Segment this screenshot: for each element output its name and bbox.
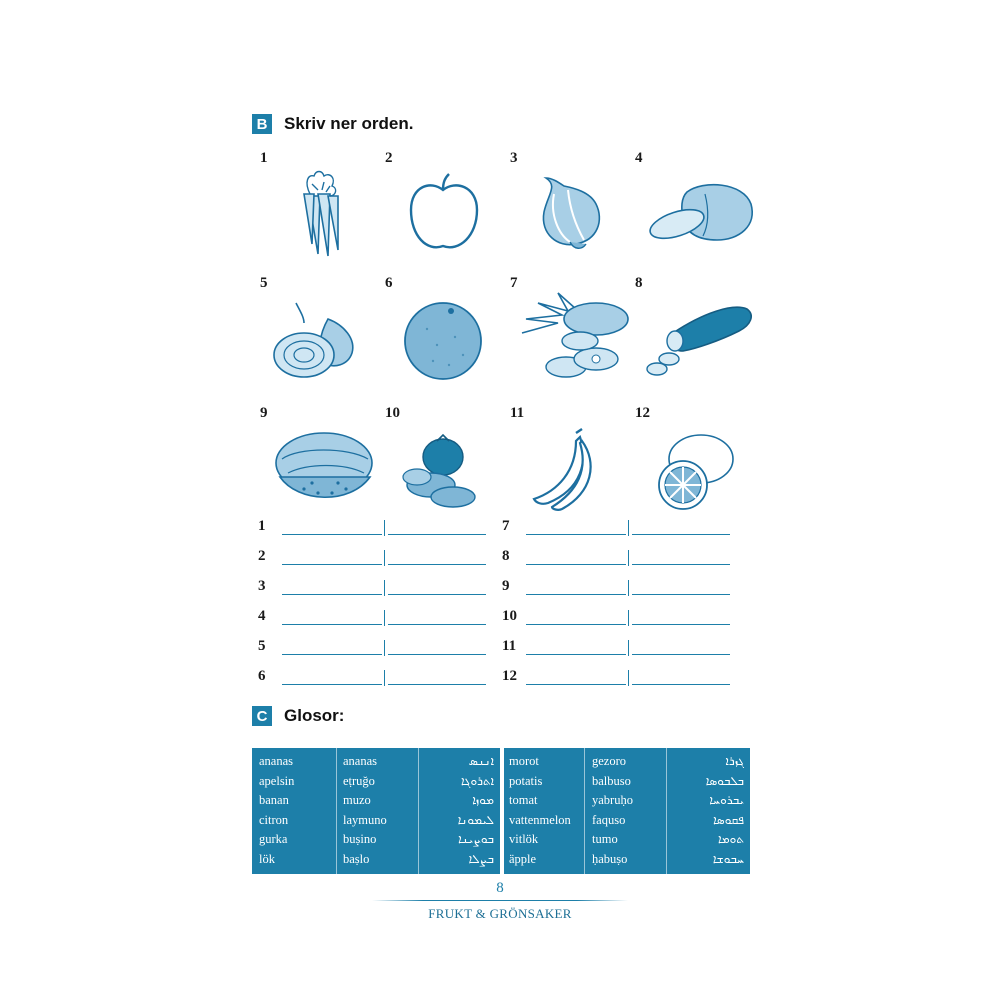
- surayt-word: gezoro: [592, 754, 627, 768]
- picture-number: 4: [635, 150, 643, 166]
- section-b-badge: B: [252, 114, 272, 134]
- answer-row[interactable]: [258, 638, 498, 660]
- surayt-word: tumo: [592, 832, 618, 847]
- answer-number: 7: [502, 518, 510, 534]
- swedish-word: ananas: [259, 754, 294, 768]
- answer-row[interactable]: [502, 548, 742, 570]
- syriac-word: ܚܒܘܫܐ: [712, 851, 744, 866]
- picture-number: 5: [260, 275, 268, 291]
- picture-number: 6: [385, 275, 393, 291]
- lemon-icon: [643, 419, 743, 519]
- picture-item: [385, 405, 505, 515]
- swedish-column: [259, 754, 294, 872]
- swedish-word: vattenmelon: [509, 812, 571, 827]
- onion-icon: [268, 289, 368, 385]
- carrots-icon: [268, 164, 368, 260]
- surayt-word: buṣino: [343, 832, 377, 847]
- syriac-column: [670, 754, 744, 872]
- picture-number: 11: [510, 405, 525, 421]
- answer-number: 9: [502, 578, 510, 594]
- syriac-word: ܡܘܙܐ: [472, 793, 494, 808]
- swedish-word: äpple: [509, 851, 537, 866]
- surayt-word: baṣlo: [343, 851, 370, 866]
- syriac-word: ܠܝܡܘܢܐ: [457, 812, 494, 827]
- picture-number: 10: [385, 405, 400, 421]
- section-c-badge: C: [252, 706, 272, 726]
- picture-number: 12: [635, 405, 650, 421]
- syriac-word: ܬܘܡܐ: [718, 832, 744, 847]
- picture-item: [385, 150, 505, 260]
- answer-number: 1: [258, 518, 266, 534]
- answer-row[interactable]: [502, 638, 742, 660]
- pineapple-icon: [518, 289, 638, 389]
- swedish-word: potatis: [509, 773, 543, 788]
- syriac-word: ܐܢܢܣ: [468, 754, 494, 768]
- picture-number: 8: [635, 275, 643, 291]
- answer-row[interactable]: [502, 608, 742, 630]
- answer-number: 10: [502, 608, 517, 624]
- tomato-icon: [393, 419, 493, 519]
- swedish-word: banan: [259, 793, 289, 808]
- cucumber-icon: [643, 289, 763, 389]
- syriac-word: ܐܬܪܘܓܐ: [461, 773, 494, 788]
- answer-number: 3: [258, 578, 266, 594]
- surayt-word: muzo: [343, 793, 371, 808]
- apple-icon: [393, 164, 493, 260]
- answer-row[interactable]: [258, 548, 498, 570]
- garlic-icon: [518, 164, 618, 260]
- picture-item: [510, 275, 630, 385]
- surayt-word: balbuso: [592, 773, 631, 788]
- page-number: 8: [496, 880, 504, 896]
- answer-number: 5: [258, 638, 266, 654]
- answer-number: 12: [502, 668, 517, 684]
- section-b-header: [252, 114, 413, 134]
- picture-item: [260, 405, 380, 515]
- potato-icon: [643, 164, 763, 260]
- picture-number: 2: [385, 150, 393, 166]
- footer-divider: [372, 900, 628, 901]
- answer-row[interactable]: [502, 668, 742, 690]
- syriac-column: [422, 754, 494, 872]
- surayt-word: ḥabuṣo: [592, 851, 628, 866]
- syriac-word: ܒܘܨܝܢܐ: [458, 832, 494, 847]
- answer-row[interactable]: [258, 668, 498, 690]
- answer-number: 2: [258, 548, 266, 564]
- syriac-word: ܝܒܪܘܚܐ: [709, 793, 744, 808]
- answer-row[interactable]: [502, 578, 742, 600]
- section-c-header: [252, 706, 344, 726]
- surayt-word: yabruḥo: [592, 793, 633, 808]
- answer-row[interactable]: [258, 518, 498, 540]
- picture-number: 9: [260, 405, 268, 421]
- picture-item: [510, 405, 630, 515]
- surayt-word: ananas: [343, 754, 378, 768]
- picture-item: [635, 150, 755, 260]
- surayt-word: faquso: [592, 812, 626, 827]
- glossary-panel-left: [252, 748, 500, 874]
- glossary-panel-right: [504, 748, 750, 874]
- syriac-word: ܒܠܒܘܣܐ: [705, 773, 744, 788]
- picture-number: 3: [510, 150, 518, 166]
- swedish-word: vitlök: [509, 832, 539, 847]
- picture-item: [260, 275, 380, 385]
- watermelon-icon: [268, 419, 388, 519]
- banana-icon: [518, 419, 618, 519]
- answer-row[interactable]: [258, 608, 498, 630]
- picture-item: [260, 150, 380, 260]
- orange-icon: [393, 289, 493, 385]
- surayt-column: [343, 754, 387, 872]
- picture-number: 1: [260, 150, 268, 166]
- syriac-word: ܒܨܠܐ: [468, 851, 494, 866]
- answer-number: 6: [258, 668, 266, 684]
- syriac-word: ܓܙܪܐ: [725, 754, 744, 768]
- picture-item: [635, 275, 755, 385]
- swedish-word: morot: [509, 754, 539, 768]
- answer-number: 4: [258, 608, 266, 624]
- swedish-word: tomat: [509, 793, 538, 808]
- glossary-table: [252, 748, 750, 874]
- picture-number: 7: [510, 275, 518, 291]
- picture-item: [635, 405, 755, 515]
- answer-row[interactable]: [502, 518, 742, 540]
- section-b-title: Skriv ner orden.: [284, 114, 414, 133]
- surayt-column: [592, 754, 633, 872]
- answer-number: 8: [502, 548, 510, 564]
- swedish-word: citron: [259, 812, 289, 827]
- answer-number: 11: [502, 638, 517, 654]
- picture-item: [385, 275, 505, 385]
- swedish-word: gurka: [259, 832, 288, 847]
- swedish-word: apelsin: [259, 773, 295, 788]
- swedish-word: lök: [259, 851, 275, 866]
- answer-row[interactable]: [258, 578, 498, 600]
- section-c-title: Glosor:: [284, 706, 345, 725]
- swedish-column: [509, 754, 571, 872]
- surayt-word: eṭruğo: [343, 773, 375, 788]
- surayt-word: laymuno: [343, 812, 387, 827]
- syriac-word: ܦܩܘܣܐ: [713, 812, 744, 827]
- footer-title: FRUKT & GRÖNSAKER: [428, 906, 572, 921]
- picture-item: [510, 150, 630, 260]
